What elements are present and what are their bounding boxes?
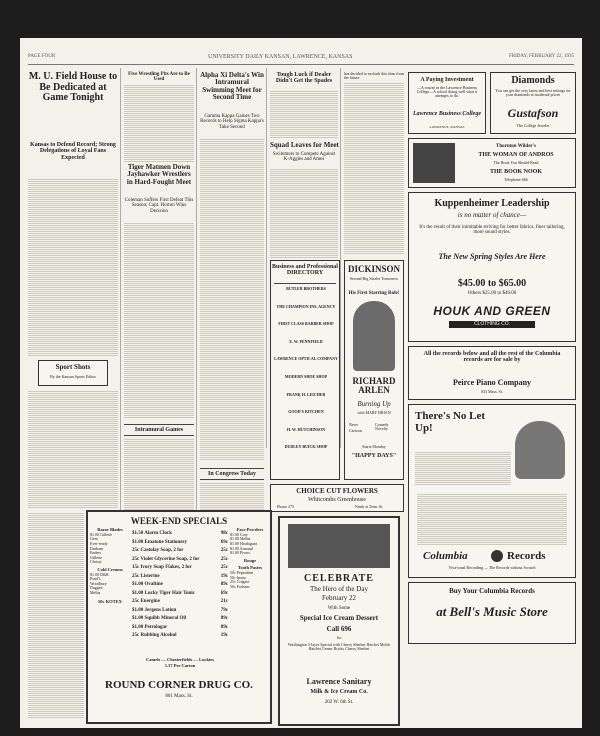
columbia-records-ad — [408, 404, 576, 578]
jeweler-brand: Gustafson — [507, 106, 559, 120]
col1-headline: M. U. Field House to Be Dedicated at Game Tonight — [28, 71, 118, 103]
cold-cream-item: Melba — [90, 589, 101, 595]
diamonds-title: Diamonds — [511, 75, 555, 86]
cold-cream-item: Woodbury — [90, 580, 107, 586]
celebrate-sub2: February 22 — [321, 594, 357, 602]
book-nook-ad — [408, 138, 576, 188]
flowers-ad — [270, 484, 404, 512]
dessert-items: Washington 3-layer Special with Cherry Sherbet Hatchet Molds Hatchet Center Bricks Cherry Sherbet — [287, 642, 391, 652]
columbia-copy — [415, 451, 511, 485]
directory-title: Business and Professional DIRECTORY — [272, 264, 338, 277]
special-row — [132, 590, 228, 599]
special-price: 89c — [220, 624, 228, 630]
special-name: $1.00 Jergens Lotion — [132, 607, 177, 613]
special-row — [132, 573, 228, 582]
kupp-others: Others $25.00 to $40.00 — [467, 291, 517, 296]
book-cover-image — [413, 143, 455, 183]
coming-film: "HAPPY DAYS" — [351, 453, 397, 459]
kotex-label: 50c KOTEX — [98, 598, 122, 604]
cold-cream-item: Daggett — [90, 585, 103, 591]
col1-text-2 — [28, 390, 118, 508]
special-name: $1.00 Lucky Tiger Hair Tonic — [132, 590, 195, 596]
bells-music-ad — [408, 582, 576, 644]
special-row — [132, 624, 228, 633]
special-price: 98c — [220, 531, 228, 536]
celebrate-sub1: The Hero of the Day — [310, 585, 368, 593]
special-name: $1.00 Ematone Stationery — [132, 539, 188, 545]
col2-text-2 — [124, 222, 194, 418]
records-line: All the records below and all the rest of the Columbia records are for sale by — [423, 351, 561, 364]
diamonds-body: You can get the very latest and best settings for your diamonds at moderate prices — [495, 88, 571, 98]
special-dessert: Special Ice Cream Dessert — [299, 614, 379, 622]
call-number: Call 696 — [326, 625, 352, 633]
columbia-brand: Columbia — [423, 550, 468, 562]
special-row — [132, 632, 228, 641]
peirce-addr: 833 Mass. St. — [481, 389, 503, 394]
razor-item: Ever-ready — [90, 540, 108, 546]
special-price: 25c — [220, 548, 228, 553]
special-price: 69c — [220, 539, 228, 545]
col2-top-head: Five Wrestling Pits Are to Be Used — [128, 72, 190, 83]
dairy-brand2: Milk & Ice Cream Co. — [310, 689, 368, 695]
in-congress-head: In Congress Today — [200, 468, 264, 480]
razor-item: Gem — [90, 536, 98, 542]
rouge-title: Rouge — [243, 557, 257, 563]
face-powder-title: Face Powders — [236, 527, 264, 532]
paying-title: A Paying Investment — [420, 77, 474, 83]
flowers-title: CHOICE CUT FLOWERS — [296, 487, 378, 495]
directory-entry: MODERN SHOE SHOP — [284, 373, 328, 379]
greenhouse-phone: Phone 275 — [277, 504, 294, 509]
columbia-headline: There's No Let Up! — [415, 410, 486, 434]
intramural-head: Intramural Games — [124, 424, 194, 436]
col1-text-3 — [28, 512, 84, 718]
peirce-piano-ad — [408, 346, 576, 400]
directory-entry: GOOD'S KITCHEN — [288, 409, 324, 415]
houk-green-brand: HOUK AND GREEN — [433, 304, 551, 318]
record-list — [417, 493, 567, 545]
greenhouse-name: Whitcombs Greenhouse — [308, 497, 366, 503]
newspaper-page — [20, 38, 582, 728]
tooth-list — [230, 571, 270, 589]
kupp-title: Kuppenheimer Leadership — [434, 198, 550, 209]
razor-item: Enders — [90, 550, 102, 556]
special-name: 15c Ivory Soap Flakes, 2 for — [132, 565, 192, 570]
razor-column — [90, 528, 130, 604]
special-name: $1.50 Alarm Clock — [132, 531, 172, 536]
specials-list — [132, 530, 228, 641]
columbia-records-word: Records — [507, 550, 546, 562]
masthead: UNIVERSITY DAILY KANSAN, LAWRENCE, KANSAS — [208, 54, 353, 60]
powder-item: $1.00 Houbigant — [230, 540, 257, 546]
directory-entry: FRANK H. LEICHER — [286, 391, 326, 397]
col3-subhead: Gamma Kappa Gaines Two Records to Help Sigma Kappa's Take Second — [200, 114, 264, 130]
directory-entry: BUTLER BROTHERS — [286, 286, 326, 291]
col2-headline: Tiger Matmen Down Jayhawker Wrestlers in Hard-Fought Meet — [126, 163, 192, 186]
tooth-item: 50c Ipana — [230, 574, 246, 580]
diamonds-ad — [490, 72, 576, 134]
special-price: 89c — [220, 616, 228, 621]
co-star: with MARY BRIAN — [357, 410, 391, 415]
special-price: 19c — [220, 573, 228, 579]
right-column — [230, 528, 270, 590]
special-price: 69c — [220, 590, 228, 596]
columbia-tag: Viva-tonal Recording — The Records without Scratch — [448, 565, 536, 570]
special-row — [132, 530, 228, 539]
page-header — [28, 52, 574, 65]
tooth-item: 25c Colgate — [230, 579, 250, 585]
book-store: THE BOOK NOOK — [489, 169, 542, 175]
drug-store-addr: 801 Mass. St. — [165, 694, 193, 699]
powder-item: $1.00 Armand — [230, 545, 253, 551]
washington-crossing-image — [288, 524, 390, 568]
special-name: $1.00 Ovaltine — [132, 582, 163, 587]
directory-list — [273, 287, 339, 463]
jeweler-sub: The College Jeweler — [516, 123, 550, 128]
directory-entry: DUDLEY BUICK SHOP — [284, 444, 328, 450]
bells-line: Buy Your Columbia Records — [449, 587, 535, 595]
extra-cartoon: Cartoon — [349, 428, 362, 433]
book-author: Thornton Wilder's — [496, 144, 536, 149]
business-directory — [270, 260, 340, 480]
book-phone: Telephone 666 — [504, 177, 528, 182]
special-row — [132, 581, 228, 590]
razor-title: Razor Blades — [97, 527, 123, 532]
kupp-price: $45.00 to $65.00 — [457, 278, 527, 289]
special-name: 25c Listerine — [132, 573, 160, 579]
drug-store-ad — [86, 510, 272, 724]
powder-item: $1.00 Pivers — [230, 550, 250, 556]
book-tagline: The Book You Should Read — [493, 160, 539, 165]
sport-shots-byline: By the Kansan Sports Editor — [50, 374, 96, 379]
weekend-specials-head: WEEK-END SPECIALS — [130, 516, 228, 526]
col4-text-1 — [270, 90, 338, 138]
col4-text-2 — [270, 168, 338, 258]
special-price: 89c — [220, 582, 228, 587]
special-name: 25c Violet Glycerine Soap, 2 for — [132, 556, 200, 562]
powder-list — [230, 533, 270, 556]
razor-item: Christy — [90, 559, 102, 565]
celebrate-title: CELEBRATE — [304, 573, 374, 584]
special-price: 19c — [220, 633, 228, 638]
kuppenheimer-ad — [408, 192, 576, 342]
razor-item: $1.00 Gillette — [90, 531, 112, 537]
theater-name: DICKINSON — [347, 264, 400, 274]
col2-subhead: Coleman Suffers First Defeat This Season; Capt. Horton Wins Decision — [124, 198, 194, 214]
houk-green-sub: CLOTHING CO. — [449, 321, 535, 328]
ice-cream-ad — [278, 516, 400, 726]
col4-headline: Tough Luck if Dealer Didn't Get the Spades — [275, 72, 333, 85]
college-brand: Lawrence Business College — [412, 111, 481, 117]
issue-date: FRIDAY, FEBRUARY 22, 1935 — [509, 54, 574, 59]
special-name: 25c Energine — [132, 599, 160, 604]
special-row — [132, 564, 228, 573]
star-portrait — [353, 301, 395, 371]
col1-subhead: Kansas to Defend Record; Strong Delegations of Loyal Fans Expected — [30, 142, 116, 161]
directory-entry: LAWRENCE OPTICAL COMPANY — [274, 356, 338, 362]
tooth-item: 50c Pepsodent — [230, 570, 254, 576]
celebrate-for: for — [336, 635, 342, 640]
film-title: Burning Up — [357, 400, 391, 408]
sport-shots-title: Sport Shots — [55, 363, 91, 371]
special-price: 25c — [220, 556, 228, 562]
coming-label: Starts Monday — [362, 444, 386, 449]
special-row — [132, 556, 228, 565]
business-college-ad — [408, 72, 486, 134]
tooth-title: Tooth Pastes — [237, 565, 263, 571]
cold-cream-item: Pond's — [90, 576, 101, 582]
peirce-store: Peirce Piano Company — [452, 378, 532, 387]
special-price: 79c — [220, 607, 228, 613]
star-name: RICHARD ARLEN — [352, 376, 396, 396]
kupp-styles: The New Spring Styles Are Here — [438, 252, 546, 261]
directory-entry: E. W. PENNFIELD — [289, 338, 323, 344]
cold-cream-item: $1.00 D&R — [90, 571, 109, 577]
squad-headline: Squad Leaves for Meet — [270, 141, 339, 149]
razor-list — [90, 533, 130, 565]
col2-text-1 — [124, 84, 194, 162]
special-price: 21c — [220, 599, 228, 604]
magic-notes-logo — [491, 550, 503, 562]
drug-store-name: ROUND CORNER DRUG CO. — [105, 679, 253, 691]
cigarette-brands: Camels — Chesterfields — Luckies — [146, 657, 214, 662]
extra-news: News — [349, 422, 359, 427]
dairy-addr: 202 W. 6th St. — [324, 700, 354, 705]
bells-brand: at Bell's Music Store — [436, 604, 548, 619]
greenhouse-addr: Ninth at Tenn. St. — [355, 504, 384, 509]
college-sub: LAWRENCE, KANSAS — [429, 125, 465, 129]
dickinson-line1: Second Big Sizzler Tomorrow — [349, 276, 399, 281]
dairy-brand1: Lawrence Sanitary — [306, 677, 372, 686]
directory-entry: H. W. HUTCHINSON — [286, 426, 325, 432]
tooth-item: 50c Forhans — [230, 583, 250, 589]
special-row — [132, 607, 228, 616]
special-name: $1.00 Petrolagar — [132, 624, 168, 630]
cold-title: Cold Creams — [97, 566, 123, 572]
razor-item: Gillette — [90, 554, 102, 560]
squad-subhead: Swimmers to Compete Against K-Aggies and Ames — [272, 152, 336, 163]
book-title: THE WOMAN OF ANDROS — [478, 152, 554, 158]
paying-body: —A course in the Lawrence Business College—A school doing well what it attempts to do. — [416, 85, 478, 99]
special-row — [132, 547, 228, 556]
dickinson-ad — [344, 260, 404, 480]
col5-text — [344, 82, 404, 254]
powder-item: $1.00 Melba — [230, 536, 251, 542]
cigarette-price: 1.37 Per Carton — [164, 663, 196, 668]
kupp-body: It's the result of their inimitable striving for better fabrics, finer tailoring, more sound styles. — [419, 225, 565, 236]
cold-list — [90, 573, 130, 596]
special-row — [132, 539, 228, 548]
powder-item: $1.00 Coty — [230, 531, 248, 537]
celebrate-with: With Some — [327, 606, 351, 611]
special-name: 25c Rubbing Alcohol — [132, 633, 177, 638]
kupp-sub: is no matter of chance— — [457, 211, 527, 219]
dickinson-line2: His First Starring Role! — [348, 291, 400, 296]
special-name: $1.00 Squibb Mineral Oil — [132, 616, 187, 621]
razor-item: Durham — [90, 545, 104, 551]
col3-text-1 — [200, 138, 264, 460]
special-name: 25c Castolay Soap, 2 for — [132, 548, 184, 553]
page-number: PAGE FOUR — [28, 54, 56, 59]
directory-entry: THE CHAMPION INS. AGENCY — [276, 303, 336, 309]
col3-headline: Alpha Xi Delta's Win Intramural Swimming Meet for Second Time — [200, 71, 264, 102]
directory-entry: FIRST CLASS BARBER SHOP — [278, 321, 334, 327]
extra-comedy: Comedy Novelty — [375, 422, 389, 432]
artist-portrait — [515, 421, 565, 479]
col1-text — [28, 178, 118, 356]
special-row — [132, 598, 228, 607]
special-price: 25c — [220, 565, 228, 570]
col5-tail: has decided to exclude this item from the future — [344, 71, 404, 81]
special-row — [132, 615, 228, 624]
sport-shots-box — [38, 360, 108, 386]
